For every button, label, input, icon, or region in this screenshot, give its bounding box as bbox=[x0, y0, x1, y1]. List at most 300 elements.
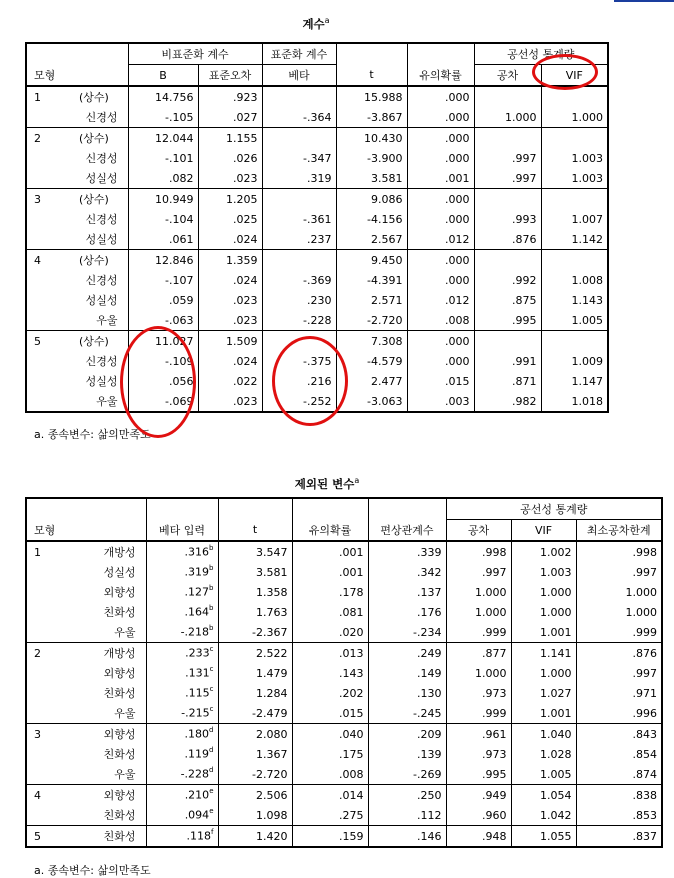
cell-beta: -.369 bbox=[262, 270, 336, 290]
cell-t: 10.430 bbox=[336, 128, 407, 149]
cell-t: 1.367 bbox=[218, 744, 292, 764]
beta-in-value: .118 bbox=[186, 829, 212, 843]
cell-sig: .000 bbox=[407, 270, 474, 290]
cell-t: -2.367 bbox=[218, 622, 292, 643]
beta-in-value: .127 bbox=[184, 585, 210, 599]
cell-pc: .149 bbox=[368, 663, 446, 683]
model-number bbox=[26, 663, 72, 683]
beta-in-value: .094 bbox=[184, 808, 210, 822]
cell-beta-in bbox=[146, 582, 218, 602]
cell-t: -3.867 bbox=[336, 107, 407, 128]
cell-pc: .112 bbox=[368, 805, 446, 826]
cell-tol: 1.000 bbox=[446, 582, 511, 602]
cell-mt: 1.000 bbox=[576, 602, 662, 622]
cell-pc: -.269 bbox=[368, 764, 446, 785]
cell-mt: .837 bbox=[576, 826, 662, 848]
cell-se: .023 bbox=[198, 391, 262, 412]
cell-pc: .250 bbox=[368, 785, 446, 806]
footnote-marker: d bbox=[209, 746, 214, 755]
cell-se: .027 bbox=[198, 107, 262, 128]
header-b: B bbox=[128, 65, 198, 87]
cell-tol: 1.000 bbox=[446, 663, 511, 683]
header-standardized: 표준화 계수 bbox=[262, 43, 336, 65]
cell-t: 1.420 bbox=[218, 826, 292, 848]
cell-beta bbox=[262, 250, 336, 271]
variable-name: (상수) bbox=[72, 128, 128, 149]
model-number bbox=[26, 209, 72, 229]
cell-vif: 1.005 bbox=[511, 764, 576, 785]
cell-se: .923 bbox=[198, 86, 262, 107]
cell-vif: 1.009 bbox=[541, 351, 608, 371]
cell-t: 3.547 bbox=[218, 541, 292, 562]
footnote-marker: b bbox=[209, 604, 214, 613]
cell-beta: -.252 bbox=[262, 391, 336, 412]
cell-vif: 1.001 bbox=[511, 703, 576, 724]
cell-t: -4.391 bbox=[336, 270, 407, 290]
model-number bbox=[26, 683, 72, 703]
cell-tol: .997 bbox=[474, 168, 541, 189]
coef-row bbox=[26, 310, 608, 331]
cell-sig: .000 bbox=[407, 148, 474, 168]
cell-b: -.069 bbox=[128, 391, 198, 412]
cell-vif: 1.007 bbox=[541, 209, 608, 229]
beta-in-value: .115 bbox=[185, 686, 210, 700]
footnote-marker: c bbox=[209, 665, 214, 674]
coef-row bbox=[26, 86, 608, 107]
cell-sig: .013 bbox=[292, 643, 368, 664]
cell-vif: 1.054 bbox=[511, 785, 576, 806]
cell-vif: 1.000 bbox=[511, 663, 576, 683]
cell-pc: .146 bbox=[368, 826, 446, 848]
cell-b: .061 bbox=[128, 229, 198, 250]
cell-se: 1.359 bbox=[198, 250, 262, 271]
cell-sig: .000 bbox=[407, 209, 474, 229]
cell-vif: 1.001 bbox=[511, 622, 576, 643]
cell-pc: .342 bbox=[368, 562, 446, 582]
cell-mt: .874 bbox=[576, 764, 662, 785]
coef-row bbox=[26, 168, 608, 189]
variable-name: 개방성 bbox=[72, 643, 146, 664]
variable-name: 외향성 bbox=[72, 724, 146, 745]
footnote-marker: d bbox=[209, 766, 214, 775]
cell-t: -2.720 bbox=[336, 310, 407, 331]
variable-name: 우울 bbox=[72, 391, 128, 412]
cell-t: -2.479 bbox=[218, 703, 292, 724]
cell-vif bbox=[541, 331, 608, 352]
vif-highlight-ellipse bbox=[532, 54, 598, 90]
cell-sig: .020 bbox=[292, 622, 368, 643]
footnote-marker: b bbox=[209, 564, 214, 573]
cell-sig: .012 bbox=[407, 290, 474, 310]
cell-sig: .000 bbox=[407, 86, 474, 107]
cell-beta-in bbox=[146, 724, 218, 745]
cell-beta-in bbox=[146, 785, 218, 806]
cell-se: .024 bbox=[198, 351, 262, 371]
cell-t: -3.063 bbox=[336, 391, 407, 412]
model-number: 1 bbox=[26, 541, 72, 562]
cell-beta: .319 bbox=[262, 168, 336, 189]
cell-mt: .876 bbox=[576, 643, 662, 664]
header-unstandardized: 비표준화 계수 bbox=[128, 43, 262, 65]
cell-beta: .216 bbox=[262, 371, 336, 391]
cell-tol: .991 bbox=[474, 351, 541, 371]
cell-pc: .209 bbox=[368, 724, 446, 745]
header-collinearity-2: 공선성 통계량 bbox=[446, 498, 662, 520]
cell-vif: 1.008 bbox=[541, 270, 608, 290]
cell-beta: .237 bbox=[262, 229, 336, 250]
excluded-row bbox=[26, 683, 662, 703]
beta-in-value: .319 bbox=[184, 565, 210, 579]
table1-footnote: a. 종속변수: 삶의만족도 bbox=[34, 428, 151, 441]
model-number: 5 bbox=[26, 331, 72, 352]
cell-vif: 1.003 bbox=[511, 562, 576, 582]
excluded-row bbox=[26, 826, 662, 848]
variable-name: (상수) bbox=[72, 331, 128, 352]
header-sig: 유의확률 bbox=[407, 65, 474, 87]
cell-se: 1.155 bbox=[198, 128, 262, 149]
model-number: 5 bbox=[26, 826, 72, 848]
header-t: t bbox=[336, 65, 407, 87]
variable-name: 친화성 bbox=[103, 748, 136, 761]
cell-sig: .000 bbox=[407, 107, 474, 128]
table2-title: 제외된 변수$^a$ bbox=[294, 476, 360, 491]
cell-beta bbox=[262, 189, 336, 210]
cell-sig: .202 bbox=[292, 683, 368, 703]
variable-name: 친화성 bbox=[72, 826, 146, 848]
cell-t: 2.080 bbox=[218, 724, 292, 745]
cell-tol: .948 bbox=[446, 826, 511, 848]
header-beta-in: 베타 입력 bbox=[146, 520, 218, 542]
cell-beta: -.347 bbox=[262, 148, 336, 168]
cell-beta: -.361 bbox=[262, 209, 336, 229]
beta-in-value: .180 bbox=[184, 727, 210, 741]
variable-name: 친화성 bbox=[103, 687, 136, 700]
cell-tol bbox=[474, 189, 541, 210]
cell-t: 1.284 bbox=[218, 683, 292, 703]
model-number: 4 bbox=[26, 250, 72, 271]
footnote-marker: e bbox=[209, 807, 214, 816]
cell-sig: .081 bbox=[292, 602, 368, 622]
model-number: 4 bbox=[26, 785, 72, 806]
model-number: 3 bbox=[26, 189, 72, 210]
cell-sig: .008 bbox=[292, 764, 368, 785]
cell-vif: 1.143 bbox=[541, 290, 608, 310]
variable-name: 외향성 bbox=[103, 667, 136, 680]
cell-vif: 1.003 bbox=[541, 148, 608, 168]
cell-vif: 1.027 bbox=[511, 683, 576, 703]
model-number bbox=[26, 764, 72, 785]
cell-sig: .159 bbox=[292, 826, 368, 848]
excluded-row bbox=[26, 703, 662, 724]
header-model: 모형 bbox=[26, 65, 128, 87]
cell-sig: .001 bbox=[292, 541, 368, 562]
cell-sig: .001 bbox=[407, 168, 474, 189]
footnote-marker: b bbox=[209, 544, 214, 553]
cell-mt: .997 bbox=[576, 562, 662, 582]
cell-t: -4.579 bbox=[336, 351, 407, 371]
model-number bbox=[26, 229, 72, 250]
header-sig-2: 유의확률 bbox=[292, 520, 368, 542]
beta-in-value: .210 bbox=[184, 788, 210, 802]
excluded-row bbox=[26, 643, 662, 664]
variable-name: 개방성 bbox=[103, 546, 136, 559]
model-number: 1 bbox=[26, 86, 72, 107]
variable-name: (상수) bbox=[72, 189, 128, 210]
cell-tol bbox=[474, 86, 541, 107]
cell-mt: .999 bbox=[576, 622, 662, 643]
cell-b: -.104 bbox=[128, 209, 198, 229]
cell-se: .025 bbox=[198, 209, 262, 229]
variable-name: 외향성 bbox=[103, 586, 136, 599]
cell-b: 12.846 bbox=[128, 250, 198, 271]
cell-beta-in bbox=[146, 643, 218, 664]
cell-beta-in bbox=[146, 663, 218, 683]
cell-mt: .997 bbox=[576, 663, 662, 683]
cell-tol: 1.000 bbox=[446, 602, 511, 622]
cell-beta-in bbox=[146, 683, 218, 703]
cell-b: .059 bbox=[128, 290, 198, 310]
cell-pc: .249 bbox=[368, 643, 446, 664]
cell-vif: 1.040 bbox=[511, 724, 576, 745]
header-model-2: 모형 bbox=[26, 520, 146, 542]
header-partial-corr: 편상관계수 bbox=[368, 520, 446, 542]
cell-t: -3.900 bbox=[336, 148, 407, 168]
cell-se: .023 bbox=[198, 310, 262, 331]
cell-t: 2.567 bbox=[336, 229, 407, 250]
cell-vif: 1.055 bbox=[511, 826, 576, 848]
cell-tol: .992 bbox=[474, 270, 541, 290]
variable-name: 신경성 bbox=[85, 213, 118, 226]
cell-tol: .995 bbox=[474, 310, 541, 331]
cell-mt: .853 bbox=[576, 805, 662, 826]
cell-sig: .040 bbox=[292, 724, 368, 745]
cell-pc: .176 bbox=[368, 602, 446, 622]
model-number bbox=[26, 107, 72, 128]
cell-beta: -.228 bbox=[262, 310, 336, 331]
cell-vif: 1.000 bbox=[541, 107, 608, 128]
cell-tol: .877 bbox=[446, 643, 511, 664]
cell-vif bbox=[541, 250, 608, 271]
cell-t: 1.098 bbox=[218, 805, 292, 826]
cell-beta-in bbox=[146, 703, 218, 724]
coef-row bbox=[26, 209, 608, 229]
cell-se: .024 bbox=[198, 229, 262, 250]
cell-tol: .997 bbox=[474, 148, 541, 168]
coef-row bbox=[26, 270, 608, 290]
cell-tol: .949 bbox=[446, 785, 511, 806]
variable-name: 신경성 bbox=[85, 274, 118, 287]
cell-beta-in bbox=[146, 764, 218, 785]
model-number bbox=[26, 562, 72, 582]
cell-sig: .008 bbox=[407, 310, 474, 331]
excluded-row bbox=[26, 764, 662, 785]
footnote-marker: d bbox=[209, 726, 214, 735]
cell-pc: .339 bbox=[368, 541, 446, 562]
cell-tol: .999 bbox=[446, 622, 511, 643]
cell-beta: -.375 bbox=[262, 351, 336, 371]
cell-beta bbox=[262, 128, 336, 149]
cell-mt: .843 bbox=[576, 724, 662, 745]
cell-beta: .230 bbox=[262, 290, 336, 310]
cell-beta-in bbox=[146, 602, 218, 622]
cell-sig: .001 bbox=[292, 562, 368, 582]
excluded-row bbox=[26, 622, 662, 643]
b-column-highlight-ellipse bbox=[120, 326, 196, 438]
cell-mt: .996 bbox=[576, 703, 662, 724]
cell-tol: .973 bbox=[446, 744, 511, 764]
cell-tol: .973 bbox=[446, 683, 511, 703]
cell-vif: 1.147 bbox=[541, 371, 608, 391]
cell-t: 15.988 bbox=[336, 86, 407, 107]
beta-in-value: -.215 bbox=[181, 706, 210, 720]
footnote-marker: f bbox=[211, 828, 214, 837]
cell-t: 1.763 bbox=[218, 602, 292, 622]
beta-column-highlight-ellipse bbox=[272, 336, 348, 426]
header-min-tolerance: 최소공차한계 bbox=[576, 520, 662, 542]
cell-sig: .143 bbox=[292, 663, 368, 683]
cell-vif: 1.003 bbox=[541, 168, 608, 189]
cell-t: -4.156 bbox=[336, 209, 407, 229]
variable-name: 친화성 bbox=[103, 606, 136, 619]
beta-in-value: -.228 bbox=[180, 767, 210, 781]
cell-sig: .003 bbox=[407, 391, 474, 412]
cell-pc: -.245 bbox=[368, 703, 446, 724]
model-number: 2 bbox=[26, 128, 72, 149]
cell-vif: 1.028 bbox=[511, 744, 576, 764]
cell-t: 9.086 bbox=[336, 189, 407, 210]
cell-vif: 1.018 bbox=[541, 391, 608, 412]
table2-footnote: a. 종속변수: 삶의만족도 bbox=[34, 864, 151, 877]
cell-b: 10.949 bbox=[128, 189, 198, 210]
cell-mt: .971 bbox=[576, 683, 662, 703]
cell-tol: .982 bbox=[474, 391, 541, 412]
coef-row bbox=[26, 148, 608, 168]
cell-vif: 1.000 bbox=[511, 582, 576, 602]
cell-b: 11.027 bbox=[128, 331, 198, 352]
cell-se: .022 bbox=[198, 371, 262, 391]
cell-sig: .000 bbox=[407, 128, 474, 149]
cell-sig: .178 bbox=[292, 582, 368, 602]
model-number bbox=[26, 805, 72, 826]
excluded-row bbox=[26, 602, 662, 622]
header-t-2: t bbox=[218, 520, 292, 542]
variable-name: 신경성 bbox=[85, 152, 118, 165]
variable-name: 우울 bbox=[114, 707, 136, 720]
excluded-row bbox=[26, 744, 662, 764]
coef-row bbox=[26, 229, 608, 250]
cell-b: 14.756 bbox=[128, 86, 198, 107]
cell-se: .026 bbox=[198, 148, 262, 168]
header-tolerance: 공차 bbox=[474, 65, 541, 87]
model-number: 2 bbox=[26, 643, 72, 664]
model-number bbox=[26, 391, 72, 412]
excluded-row bbox=[26, 724, 662, 745]
cell-sig: .000 bbox=[407, 331, 474, 352]
cell-tol bbox=[474, 250, 541, 271]
cell-tol: .960 bbox=[446, 805, 511, 826]
cell-sig: .015 bbox=[407, 371, 474, 391]
cell-se: .023 bbox=[198, 290, 262, 310]
excluded-row bbox=[26, 582, 662, 602]
excluded-variables-table bbox=[25, 497, 663, 848]
cell-se: .024 bbox=[198, 270, 262, 290]
variable-name: 우울 bbox=[114, 626, 136, 639]
cell-vif: 1.000 bbox=[511, 602, 576, 622]
cell-beta-in bbox=[146, 562, 218, 582]
cell-t: 2.477 bbox=[336, 371, 407, 391]
cell-vif bbox=[541, 189, 608, 210]
beta-in-value: .119 bbox=[184, 747, 210, 761]
cell-t: 2.506 bbox=[218, 785, 292, 806]
beta-in-value: .316 bbox=[184, 545, 210, 559]
cell-b: -.063 bbox=[128, 310, 198, 331]
table1-title: 계수$^a$ bbox=[302, 16, 330, 31]
cell-tol: .997 bbox=[446, 562, 511, 582]
variable-name: (상수) bbox=[72, 250, 128, 271]
cell-b: -.105 bbox=[128, 107, 198, 128]
model-number bbox=[26, 310, 72, 331]
cell-t: -2.720 bbox=[218, 764, 292, 785]
cell-vif bbox=[541, 128, 608, 149]
cell-sig: .014 bbox=[292, 785, 368, 806]
model-number bbox=[26, 290, 72, 310]
model-number bbox=[26, 371, 72, 391]
model-number bbox=[26, 168, 72, 189]
cell-t: 1.479 bbox=[218, 663, 292, 683]
cell-beta: -.364 bbox=[262, 107, 336, 128]
cell-se: .023 bbox=[198, 168, 262, 189]
model-number bbox=[26, 351, 72, 371]
cell-tol: .999 bbox=[446, 703, 511, 724]
variable-name: 신경성 bbox=[85, 111, 118, 124]
cell-tol: .995 bbox=[446, 764, 511, 785]
cell-sig: .000 bbox=[407, 351, 474, 371]
beta-in-value: .233 bbox=[185, 646, 210, 660]
footnote-marker: e bbox=[209, 787, 214, 796]
cell-t: 9.450 bbox=[336, 250, 407, 271]
cell-tol: .993 bbox=[474, 209, 541, 229]
cell-t: 3.581 bbox=[336, 168, 407, 189]
footnote-marker: b bbox=[209, 584, 214, 593]
cell-tol: .871 bbox=[474, 371, 541, 391]
cell-b: 12.044 bbox=[128, 128, 198, 149]
cell-vif: 1.002 bbox=[511, 541, 576, 562]
beta-in-value: -.218 bbox=[180, 625, 210, 639]
beta-in-value: .164 bbox=[184, 605, 210, 619]
variable-name: 외향성 bbox=[72, 785, 146, 806]
variable-name: (상수) bbox=[79, 91, 109, 104]
footnote-marker: c bbox=[209, 685, 214, 694]
cell-sig: .275 bbox=[292, 805, 368, 826]
cell-beta-in bbox=[146, 622, 218, 643]
model-number bbox=[26, 582, 72, 602]
cell-se: 1.205 bbox=[198, 189, 262, 210]
coef-row bbox=[26, 290, 608, 310]
variable-name: 성실성 bbox=[85, 294, 118, 307]
cell-beta-in bbox=[146, 541, 218, 562]
header-vif: VIF bbox=[541, 65, 608, 87]
variable-name: 신경성 bbox=[85, 355, 118, 368]
cell-tol: .961 bbox=[446, 724, 511, 745]
footnote-marker: c bbox=[209, 645, 214, 654]
variable-name: 우울 bbox=[96, 314, 118, 327]
cell-tol: .998 bbox=[446, 541, 511, 562]
header-collinearity: 공선성 통계량 bbox=[474, 43, 608, 65]
header-std-error: 표준오차 bbox=[198, 65, 262, 87]
cell-tol bbox=[474, 331, 541, 352]
cell-sig: .000 bbox=[407, 250, 474, 271]
variable-name: 성실성 bbox=[103, 566, 136, 579]
